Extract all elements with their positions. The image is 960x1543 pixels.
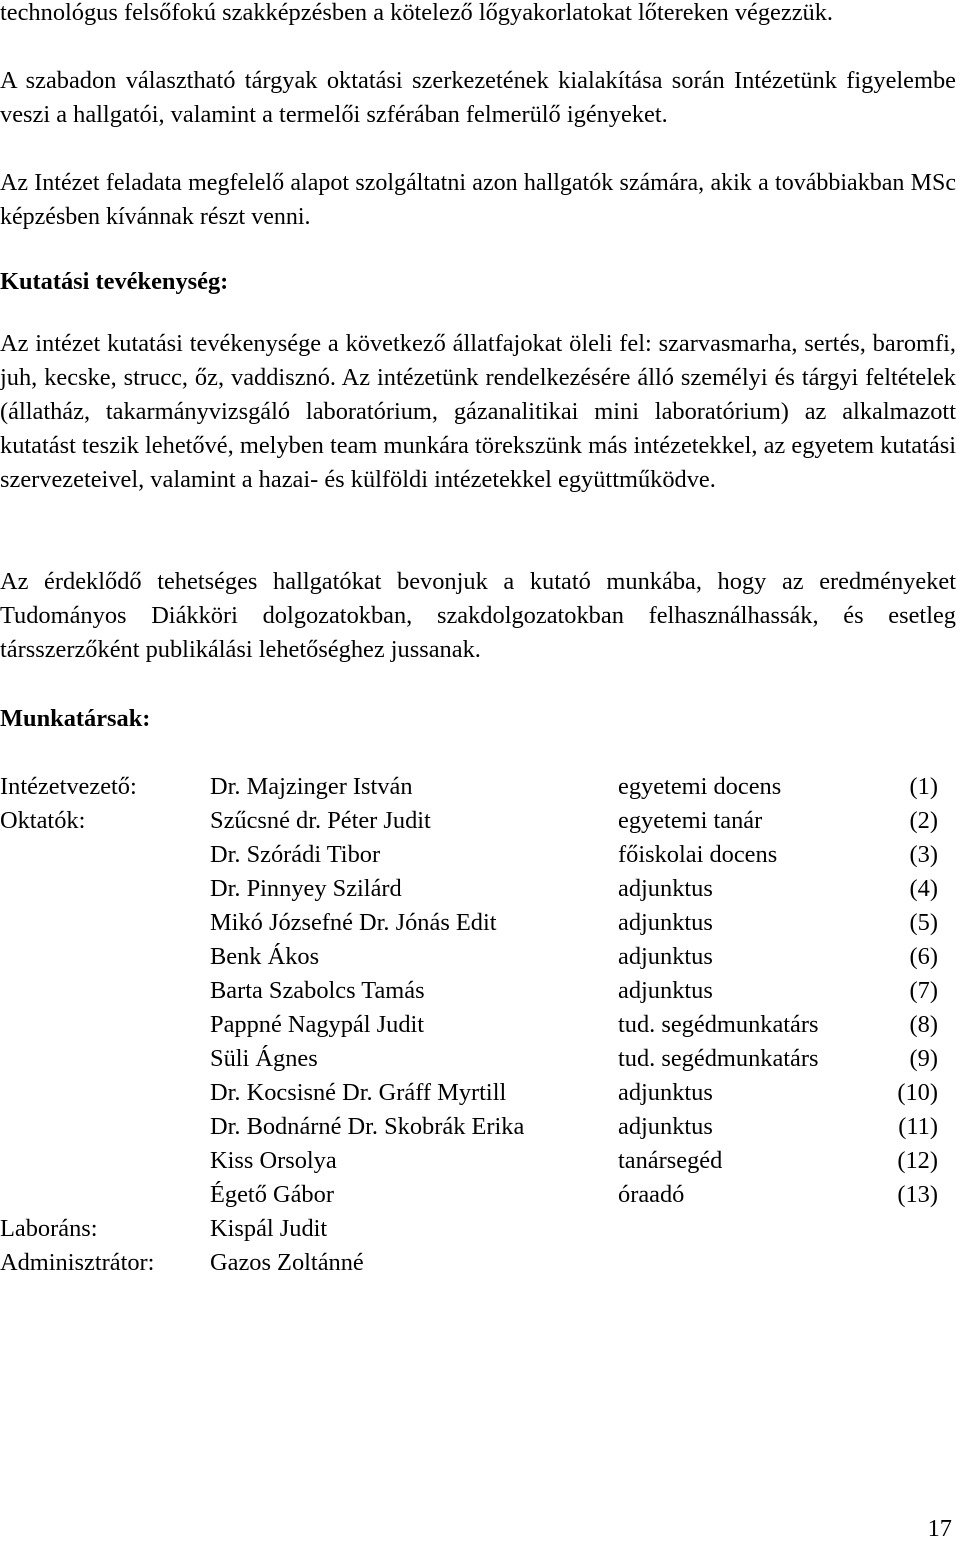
- staff-number: (13): [897, 1181, 938, 1208]
- staff-title: tud. segédmunkatárs: [618, 1045, 819, 1072]
- paragraph-student-involvement: Az érdeklődő tehetséges hallgatókat bevonjuk a kutató munkába, hogy az eredményeket Tudományos Diákköri dolgozatokban, szakdolgozatokban felhasználhassák, és esetleg társszerzőként publikálási lehetőséghez jussanak.: [0, 568, 956, 663]
- staff-role: Laboráns:: [0, 1215, 98, 1242]
- staff-row: [0, 974, 956, 1008]
- paragraph-intro-continuation: technológus felsőfokú szakképzésben a kötelező lőgyakorlatokat lőtereken végezzük.: [0, 0, 834, 26]
- staff-row: [0, 1008, 956, 1042]
- staff-title: adjunktus: [618, 1113, 713, 1140]
- staff-title: adjunktus: [618, 1079, 713, 1106]
- staff-name: Gazos Zoltánné: [210, 1249, 364, 1276]
- staff-row: [0, 906, 956, 940]
- staff-title: adjunktus: [618, 909, 713, 936]
- staff-number: (11): [898, 1113, 938, 1140]
- staff-number: (9): [909, 1045, 938, 1072]
- staff-row: [0, 838, 956, 872]
- staff-title: tanársegéd: [618, 1147, 723, 1174]
- staff-number: (10): [897, 1079, 938, 1106]
- staff-name: Kiss Orsolya: [210, 1147, 337, 1174]
- staff-row: [0, 940, 956, 974]
- staff-row: [0, 804, 956, 838]
- staff-name: Kispál Judit: [210, 1215, 328, 1242]
- paragraph-institute-task: Az Intézet feladata megfelelő alapot szolgáltatni azon hallgatók számára, akik a továbbiakban MSc képzésben kívánnak részt venni.: [0, 170, 956, 230]
- staff-number: (3): [909, 841, 938, 868]
- staff-number: (2): [909, 807, 938, 834]
- staff-number: (8): [909, 1011, 938, 1038]
- paragraph-research-activity: Az intézet kutatási tevékenysége a következő állatfajokat öleli fel: szarvasmarha, sertés, baromfi, juh, kecske, strucc, őz, vaddisznó. Az intézetünk rendelkezésére álló személyi és tárgyi feltételek (állatház, takarmányvizsgáló laboratórium, gázanalitikai mini laboratórium) az alkalmazott kutatást teszik lehetővé, melyben team munkára törekszünk más intézetekkel, az egyetem kutatási szervezeteivel, valamint a hazai- és külföldi intézetekkel együttműködve.: [0, 330, 956, 493]
- staff-number: (7): [909, 977, 938, 1004]
- staff-row: [0, 1144, 956, 1178]
- staff-title: egyetemi tanár: [618, 807, 763, 834]
- staff-name: Dr. Pinnyey Szilárd: [210, 875, 402, 902]
- staff-row: [0, 1076, 956, 1110]
- staff-row: [0, 872, 956, 906]
- staff-name: Barta Szabolcs Tamás: [210, 977, 425, 1004]
- staff-title: óraadó: [618, 1181, 685, 1208]
- staff-row: [0, 1246, 956, 1280]
- staff-role: Intézetvezető:: [0, 773, 137, 800]
- staff-name: Benk Ákos: [210, 943, 320, 970]
- staff-role: Adminisztrátor:: [0, 1249, 155, 1276]
- staff-number: (12): [897, 1147, 938, 1174]
- heading-staff: Munkatársak:: [0, 705, 151, 732]
- staff-number: (4): [909, 875, 938, 902]
- staff-title: tud. segédmunkatárs: [618, 1011, 819, 1038]
- staff-name: Mikó Józsefné Dr. Jónás Edit: [210, 909, 497, 936]
- staff-title: adjunktus: [618, 943, 713, 970]
- staff-list: [0, 770, 956, 1280]
- staff-row: [0, 1110, 956, 1144]
- staff-number: (6): [909, 943, 938, 970]
- heading-research-activity: Kutatási tevékenység:: [0, 268, 229, 295]
- staff-row: [0, 770, 956, 804]
- paragraph-elective-courses: A szabadon választható tárgyak oktatási szerkezetének kialakítása során Intézetünk figyelembe veszi a hallgatói, valamint a termelői szférában felmerülő igényeket.: [0, 67, 956, 128]
- staff-row: [0, 1042, 956, 1076]
- staff-name: Dr. Majzinger István: [210, 773, 413, 800]
- staff-name: Szűcsné dr. Péter Judit: [210, 807, 431, 834]
- staff-name: Pappné Nagypál Judit: [210, 1011, 425, 1038]
- staff-row: [0, 1212, 956, 1246]
- staff-number: (1): [909, 773, 938, 800]
- staff-title: főiskolai docens: [618, 841, 778, 868]
- page-number: 17: [927, 1515, 952, 1542]
- staff-name: Süli Ágnes: [210, 1045, 318, 1072]
- staff-title: adjunktus: [618, 977, 713, 1004]
- staff-row: [0, 1178, 956, 1212]
- staff-number: (5): [909, 909, 938, 936]
- staff-name: Dr. Bodnárné Dr. Skobrák Erika: [210, 1113, 525, 1140]
- staff-title: adjunktus: [618, 875, 713, 902]
- staff-name: Dr. Szórádi Tibor: [210, 841, 381, 868]
- staff-role: Oktatók:: [0, 807, 86, 834]
- staff-name: Égető Gábor: [210, 1181, 334, 1208]
- staff-title: egyetemi docens: [618, 773, 782, 800]
- staff-name: Dr. Kocsisné Dr. Gráff Myrtill: [210, 1079, 507, 1106]
